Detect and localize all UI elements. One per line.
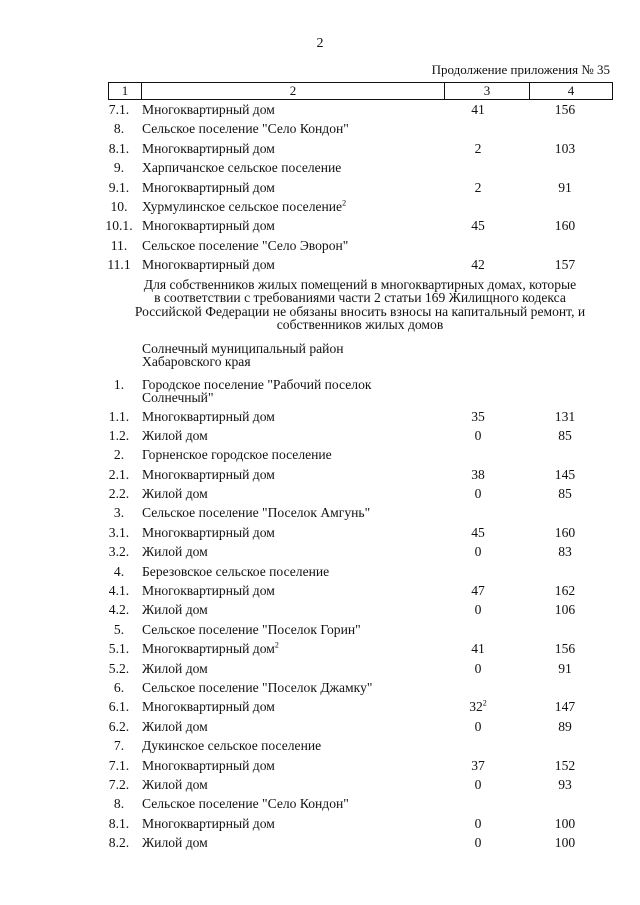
row-value-col3: 41 xyxy=(471,102,485,117)
row-number: 5.2. xyxy=(108,660,130,676)
row-number: 6. xyxy=(113,679,125,695)
row-name-line: Солнечный" xyxy=(142,390,214,406)
table-row xyxy=(0,445,640,464)
table-row xyxy=(0,562,640,581)
section-heading-line: Российской Федерации не обязаны вносить взносы на капитальный ремонт, и xyxy=(134,303,586,319)
row-value-col3: 41 xyxy=(471,641,485,657)
row-value-col4: 156 xyxy=(554,641,576,657)
row-number: 5. xyxy=(113,621,125,637)
table-row xyxy=(0,178,640,197)
column-header-3: 3 xyxy=(444,83,529,99)
row-value-col4: 160 xyxy=(554,218,576,234)
row-value-col3: 0 xyxy=(474,544,482,560)
row-name: Жилой дом xyxy=(142,776,208,792)
row-value-col3: 0 xyxy=(474,486,482,502)
table-row xyxy=(0,717,640,736)
row-number: 1.2. xyxy=(108,427,130,443)
row-name: Жилой дом xyxy=(142,427,208,443)
row-number: 4. xyxy=(113,563,125,579)
row-name: Сельское поселение "Поселок Горин" xyxy=(142,621,361,637)
row-number: 2. xyxy=(113,447,125,463)
row-value-col4: 89 xyxy=(558,718,572,734)
row-name: Многоквартирный дом$^2$ xyxy=(142,640,279,657)
row-number: 2.1. xyxy=(108,466,130,482)
row-value-col3: 47 xyxy=(471,583,485,599)
row-name: Многоквартирный дом xyxy=(142,699,275,715)
table-row xyxy=(0,139,640,158)
row-number: 8. xyxy=(113,121,125,137)
table-row xyxy=(0,833,640,852)
table-row xyxy=(0,236,640,255)
row-value-col3: 2 xyxy=(474,140,482,156)
row-name: Сельское поселение "Село Эворон" xyxy=(142,237,349,253)
row-value-col3: 35 xyxy=(471,408,485,424)
table-row xyxy=(0,639,640,658)
section-heading-line: собственников жилых домов xyxy=(276,317,444,333)
continuation-label: Продолжение приложения № 35 xyxy=(431,62,610,77)
table-row xyxy=(0,620,640,639)
table-row xyxy=(0,814,640,833)
row-value-col4: 83 xyxy=(558,544,572,560)
row-number: 8. xyxy=(113,796,125,812)
section-heading-line: в соответствии с требованиями части 2 статьи 169 Жилищного кодекса xyxy=(154,290,566,306)
row-value-col3: 0 xyxy=(474,427,482,443)
region-heading-line: Хабаровского края xyxy=(142,354,251,370)
table-row xyxy=(0,523,640,542)
row-number: 1.1. xyxy=(108,408,130,424)
table-row xyxy=(0,426,640,445)
row-value-col3: 0 xyxy=(474,602,482,618)
row-name: Жилой дом xyxy=(142,835,208,851)
table-row xyxy=(0,375,640,407)
row-name: Жилой дом xyxy=(142,544,208,560)
row-value-col3: 2 xyxy=(474,179,482,195)
row-name: Многоквартирный дом xyxy=(142,524,275,540)
row-value-col4: 93 xyxy=(558,776,572,792)
row-number: 4.2. xyxy=(108,602,130,618)
row-name: Многоквартирный дом xyxy=(142,179,275,195)
row-name: Жилой дом xyxy=(142,602,208,618)
row-name: Хурмулинское сельское поселение$^2$ xyxy=(142,198,347,214)
row-value-col4: 85 xyxy=(558,427,572,443)
table-body xyxy=(0,100,640,853)
row-number: 7.1. xyxy=(108,757,130,773)
row-value-col3: 0 xyxy=(474,835,482,851)
column-header-1: 1 xyxy=(121,83,129,98)
row-value-col3: 0 xyxy=(474,815,482,831)
table-row xyxy=(0,678,640,697)
section-heading-line: Для собственников жилых помещений в многоквартирных домах, которые xyxy=(143,276,577,292)
row-number: 3.2. xyxy=(108,544,130,560)
table-row xyxy=(0,756,640,775)
row-number: 10. xyxy=(110,198,128,214)
rows-bottom xyxy=(0,407,640,853)
row-name: Харпичанское сельское поселение xyxy=(142,160,342,176)
footnote-marker: 2 xyxy=(342,198,347,208)
footnote-marker: 2 xyxy=(482,698,487,708)
table-row xyxy=(0,600,640,619)
row-value-col4: 152 xyxy=(554,757,576,773)
row-number: 6.2. xyxy=(108,718,130,734)
row-number: 7. xyxy=(113,738,125,754)
row-number: 3. xyxy=(113,505,125,521)
table-row xyxy=(0,407,640,426)
row-name: Дукинское сельское поселение xyxy=(142,738,322,754)
row-value-col3: 38 xyxy=(471,466,485,482)
row-number: 8.2. xyxy=(108,835,130,851)
row-number: 11. xyxy=(110,237,128,253)
row-value-col4: 147 xyxy=(554,699,576,715)
row-number: 5.1. xyxy=(108,641,130,657)
row-name: Жилой дом xyxy=(142,486,208,502)
row-value-col4: 106 xyxy=(554,602,576,618)
row-number: 4.1. xyxy=(108,583,130,599)
table-row xyxy=(0,794,640,813)
row-number: 9.1. xyxy=(108,179,130,195)
row-name: Многоквартирный дом xyxy=(142,583,275,599)
row-value-col4: 156 xyxy=(554,102,576,117)
row-name: Многоквартирный дом xyxy=(142,140,275,156)
row-value-col4: 162 xyxy=(554,583,576,599)
row-name: Многоквартирный дом xyxy=(142,102,275,117)
table-header-row xyxy=(108,82,613,100)
row-name: Жилой дом xyxy=(142,718,208,734)
row-value-col3: 0 xyxy=(474,718,482,734)
row-value-col3: 37 xyxy=(471,757,485,773)
row-name: Многоквартирный дом xyxy=(142,466,275,482)
footnote-marker: 2 xyxy=(274,640,279,650)
row-name xyxy=(142,378,371,405)
table-row xyxy=(0,659,640,678)
section-heading xyxy=(105,275,615,338)
row-number: 1. xyxy=(113,376,125,392)
table-row xyxy=(0,581,640,600)
row-value-col4: 160 xyxy=(554,524,576,540)
page-number: 2 xyxy=(316,36,324,51)
row-value-col3: 42 xyxy=(471,257,485,273)
table-row xyxy=(0,197,640,216)
table-row xyxy=(0,542,640,561)
row-name: Горненское городское поселение xyxy=(142,447,332,463)
table-row xyxy=(0,255,640,274)
region-heading-line: Солнечный муниципальный район xyxy=(142,340,344,356)
column-header-2: 2 xyxy=(141,83,444,99)
row-name: Сельское поселение "Поселок Джамку" xyxy=(142,679,373,695)
row-number: 8.1. xyxy=(108,140,130,156)
row-name: Многоквартирный дом xyxy=(142,218,275,234)
table-row xyxy=(0,465,640,484)
row-name: Многоквартирный дом xyxy=(142,757,275,773)
row-name: Сельское поселение "Поселок Амгунь" xyxy=(142,505,371,521)
row-name: Жилой дом xyxy=(142,660,208,676)
row-number: 11.1 xyxy=(107,257,131,273)
row-number: 2.2. xyxy=(108,486,130,502)
table-row xyxy=(0,697,640,716)
row-name-line: Городское поселение "Рабочий поселок xyxy=(142,376,372,392)
table-row xyxy=(0,503,640,522)
row-name: Сельское поселение "Село Кондон" xyxy=(142,121,349,137)
table-row xyxy=(0,736,640,755)
row-name: Сельское поселение "Село Кондон" xyxy=(142,796,349,812)
row-value-col4: 100 xyxy=(554,815,576,831)
row-value-col3: 0 xyxy=(474,776,482,792)
rows-top xyxy=(0,100,640,275)
row-name: Березовское сельское поселение xyxy=(142,563,330,579)
table-row xyxy=(0,158,640,177)
row-value-col4: 131 xyxy=(554,408,576,424)
column-header-4: 4 xyxy=(529,83,612,99)
row-value-col4: 91 xyxy=(558,179,572,195)
row-value-col4: 85 xyxy=(558,486,572,502)
row-number: 3.1. xyxy=(108,524,130,540)
table-row xyxy=(0,216,640,235)
table-row xyxy=(0,100,640,119)
region-heading xyxy=(142,338,640,375)
row-number: 9. xyxy=(113,160,125,176)
table-row xyxy=(0,775,640,794)
table-row xyxy=(0,119,640,138)
row-value-col3: 0 xyxy=(474,660,482,676)
row-name: Многоквартирный дом xyxy=(142,257,275,273)
row-value-col4: 157 xyxy=(554,257,576,273)
row-value-col3: 45 xyxy=(471,524,485,540)
row-name: Многоквартирный дом xyxy=(142,815,275,831)
row-name: Многоквартирный дом xyxy=(142,408,275,424)
row-value-col4: 91 xyxy=(558,660,572,676)
row-number: 7.2. xyxy=(108,776,130,792)
row-number: 10.1. xyxy=(105,218,133,234)
row-value-col4: 103 xyxy=(554,140,576,156)
row-number: 6.1. xyxy=(108,699,130,715)
row-value-col4: 100 xyxy=(554,835,576,851)
row-value-col3: 45 xyxy=(471,218,485,234)
row-number: 8.1. xyxy=(108,815,130,831)
row-value-col4: 145 xyxy=(554,466,576,482)
row-number: 7.1. xyxy=(108,102,130,117)
table-row xyxy=(0,484,640,503)
row-value-col3: $32^2$ xyxy=(469,698,487,715)
